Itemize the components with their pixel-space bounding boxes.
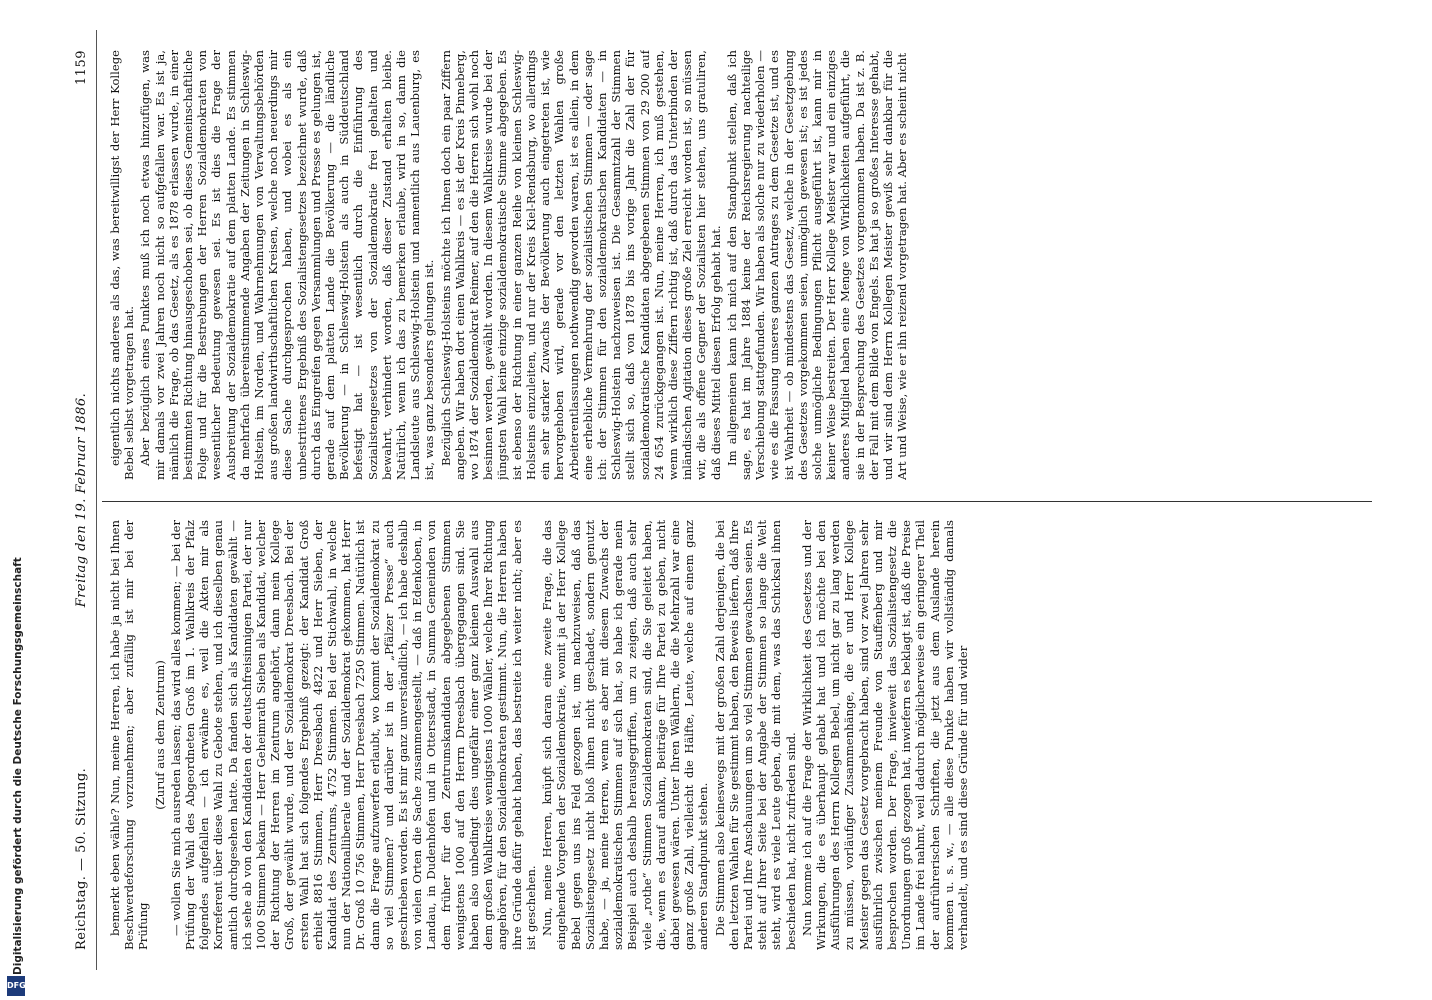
- paragraph: Bezüglich Schleswig-Holsteins möchte ich Ihnen doch ein paar Ziffern angeben. Wir haben dort einen Wahlkreis — es ist der Kreis Pinneberg, wo 1874 der Sozialdemokrat Reimer, auf den die Herren sich wohl noch besinnen werden, gewählt worden. In diesem Wahlkreise wurde bei der jüngsten Wahl keine einzige sozialdemokratische Stimme abgegeben. Es ist ebenso der Richtung in einer ganzen Reihe von kleinen Schleswig-Holsteins einzuleiten, und nur der Kreis Kiel-Rendsburg, wo allerdings ein sehr starker Zuwachs der Bevölkerung auch eingetreten ist, wie hervorgehoben wird, gerade vor den letzten Wahlen große Arbeiterentlassungen nothwendig geworden waren, ist es allein, in dem eine erhebliche Vermehrung der sozialistischen Stimmen — oder sage ich: der Stimmen für den sozialdemokratischen Kandidaten — in Schleswig-Holstein nachzuweisen ist. Die Gesammtzahl der Stimmen stellt sich so, daß von 1878 bis ins vorige Jahr die Zahl der für sozialdemokratische Kandidaten abgegebenen Stimmen von 29 200 auf 24 654 zurückgegangen ist. Nun, meine Herren, ich muß gestehen, wenn wirklich diese Ziffern richtig ist, daß durch das Unterbinden der inländischen Agitation dieses große Ziel erreicht worden ist, so müssen wir, die als offene Gegner der Sozialisten hier stehen, uns gratuliren, daß dieses Mittel diesen Erfolg gehabt hat.: [438, 50, 723, 480]
- dfg-logo: DFG: [7, 976, 25, 996]
- paragraph: Nun komme ich auf die Frage der Wirklichkeit des Gesetzes und der Wirkungen, die es überhaupt gehabt hat und ich möchte bei den Ausführungen des Herrn Kollegen Bebel, um nicht gar zu lang werden zu müssen, vorläufiger Zusammenhänge, die er und Herr Kollege Meister gegen das Gesetz vorgebracht haben, sind vor zwei Jahren sehr ausführlich zwischen meinem Freunde von Stauffenberg und mir besprochen worden. Der Frage, inwieweit das Sozialistengesetz die Unordnungen groß gezogen hat, inwiefern es beklagt ist, daß die Preise im Lande frei nahmt, weil dadurch möglicherweise ein geringerer Theil der aufrührerischen Schriften, die jetzt aus dem Auslande herein kommen u. s. w., — alle diese Punkte haben wir vollständig damals verhandelt, und es sind diese Gründe für und wider: [799, 520, 970, 950]
- funding-note: Digitalisierung gefördert durch die Deutsche Forschungsgemeinschaft: [12, 557, 24, 975]
- paragraph: bemerkt eben wähle? Nun, meine Herren, ich habe ja nicht bei Ihnen Beschwerdeforschung vorzunehmen; aber zufällig ist mir bei der Prüfung: [108, 520, 151, 950]
- text-column-right: [108, 50, 1368, 480]
- text-column-left: [108, 520, 1368, 950]
- paragraph: eigentlich nichts anderes als das, was bereitwilligst der Herr Kollege Bebel selbst vorgetragen hat.: [108, 50, 137, 480]
- digitization-stamp: [4, 0, 28, 1000]
- paragraph: Im allgemeinen kann ich mich auf den Standpunkt stellen, daß ich sage, es hat im Jahre 1884 keine der Reichsregierung nachteilige Verschiebung stattgefunden. Wir haben als solche nur zu wiederholen — wie es die Fassung unseres ganzen Antrages zu dem Gesetze ist, und es ist Wahrheit — ob mindestens das Gesetz, welche in der Gesetzgebung des Gesetzes vorgekommen seien, unmöglich gewesen ist; es ist jedes solche unmögliche Bedingungen Pflicht ausgeführt ist, kann mir in keiner Weise bestreiten. Der Herr Kollege Meister war und ein einziges anderes Mitglied haben eine Menge von Wirklichkeiten aufgeführt, die sie in der Besprechung des Gesetzes vorgenommen haben. Da ist z. B. der Fall mit dem Bilde von Engels. Es hat ja so großes Interesse gehabt, und wir sind dem Herrn Kollegen Meister gewiß sehr dankbar für die Art und Weise, wie er ihn reizend vorgetragen hat. Aber es scheint nicht: [724, 50, 910, 480]
- header-rule: [96, 30, 97, 970]
- rotated-document-page: [38, 0, 1428, 1000]
- page-header: [68, 30, 96, 970]
- header-session: Reichstag. — 50. Sitzung.: [74, 767, 89, 950]
- paragraph: — wollen Sie mich ausreden lassen; das wird alles kommen; — bei der Prüfung der Wahl des Abgeordneten Groß im 1. Wahlkreis der Pfalz folgendes aufgefallen — ich erwähne es, weil die Akten mir als Korreferent über diese Wahl zu Gebote stehen, und ich dieselben genau amtlich durchgesehen hatte. Da fanden sich als Kandidaten gewählt — ich sehe ab von den Kandidaten der deutschfreisinnigen Partei, der nur 1000 Stimmen bekam — Herr Geheimrath Sieben als Kandidat, welcher der Richtung der Herren im Zentrum angehört, dann mein Kollege Groß, der gewählt wurde, und der Sozialdemokrat Dreesbach. Bei der ersten Wahl hat sich folgendes Ergebniß gezeigt: der Kandidat Groß erhielt 8816 Stimmen, Herr Dreesbach 4822 und Herr Sieben, der Kandidat des Zentrums, 4752 Stimmen. Bei der Stichwahl, in welche nun der Nationalliberale und der Sozialdemokrat gekommen, hat Herr Dr. Groß 10 756 Stimmen, Herr Dreesbach 7250 Stimmen. Natürlich ist dann die Frage aufzuwerfen erlaubt, wo kommt der Sozialdemokrat zu so viel Stimmen? und darüber ist in der „Pfälzer Presse“ auch geschrieben worden. Es ist mir ganz unverständlich, — ich habe deshalb von vielen Orten die Sache zusammengestellt, — daß in Edenkoben, in Landau, in Dudenhofen und in Ottersstadt, in Summa Gemeinden von dem früher für den Zentrumskandidaten abgegebenen Stimmen wenigstens 1000 auf den Herrn Dreesbach übergegangen sind. Sie haben also unbedingt dies ungefähr einer ganz kleinen Auswahl aus dem großen Wahlkreise wenigstens 1000 Wähler, welche Ihrer Richtung angehören, für den Sozialdemokraten gestimmt. Nun, die Herren haben ihre Gründe dafür gehabt haben, das bestreite ich weiter nicht; aber es ist geschehen.: [168, 520, 538, 950]
- column-divider: [102, 501, 1372, 502]
- header-date: Freitag den 19. Februar 1886.: [74, 392, 89, 608]
- paragraph: Aber bezüglich eines Punktes muß ich noch etwas hinzufügen, was mir damals vor zwei Jahren noch nicht so aufgefallen war. Es ist ja, nämlich die Frage, ob das Gesetz, als es 1878 erlassen wurde, in einer bestimmten Richtung hinausgeschoben sei, ob dieses Gemeinschaftliche Folge und für die Bestrebungen der Herren Sozialdemokraten von wesentlicher Bedeutung gewesen sei. Es ist dies die Frage der Ausbreitung der Sozialdemokratie auf dem platten Lande. Es stimmen da mehrfach übereinstimmende Angaben der Zeitungen in Schleswig-Holstein, im Norden, und Wahrnehmungen von Verwaltungsbehörden aus großen landwirthschaftlichen Kreisen, welche noch neuerdings mir diese Sache durchgesprochen haben, und wobei es als ein unbestrittenes Ergebniß des Sozialistengesetzes bezeichnet wurde, daß durch das Eingreifen gegen Versammlungen und Presse es gelungen ist, gerade auf dem platten Lande die Bevölkerung — die ländliche Bevölkerung — in Schleswig-Holstein als auch in Süddeutschland befestigt hat — ist wesentlich durch die Einführung des Sozialistengesetzes von der Sozialdemokratie frei gehalten und bewahrt, verhindert worden, daß dieser Zustand erhalten bleibe. Natürlich, wenn ich das zu bemerken erlaube, wird in so, dann die Landsleute aus Schleswig-Holstein und namentlich aus Lauenburg, es ist, was ganz besonders gelungen ist.: [138, 50, 437, 480]
- paragraph: Die Stimmen also keineswegs mit der großen Zahl derjenigen, die bei den letzten Wahlen für Sie gestimmt haben, den Beweis liefern, daß Ihre Partei und Ihre Anschauungen um so viel Stimmen gewachsen seien. Es steht auf Ihrer Seite bei der Angabe der Stimmen so lange die Welt steht, wird es viele Leute geben, die mit dem, was das Schicksal ihnen beschieden hat, nicht zufrieden sind.: [712, 520, 798, 950]
- paragraph: Nun, meine Herren, knüpft sich daran eine zweite Frage, die das eingehende Vorgehen der Sozialdemokratie, womit ja der Herr Kollege Bebel gegen uns ins Feld gezogen ist, um nachzuweisen, daß das Sozialistengesetz nicht bloß ihnen nicht geschadet, sondern genutzt habe, — ja, meine Herren, wenn es aber mit diesem Zuwachs der sozialdemokratischen Stimmen auf sich hat, so habe ich gerade mein Beispiel auch deshalb herausgegriffen, um zu zeigen, daß auch sehr viele „rothe“ Stimmen Sozialdemokraten sind, die Sie geleitet haben, die, wenn es darauf ankam, Beiträge für Ihre Partei zu geben, nicht dabei gewesen wären. Unter Ihren Wählern, die die Mehrzahl war eine ganz große Zahl, vielleicht die Hälfte, Leute, welche auf einem ganz anderen Standpunkt stehen.: [540, 520, 711, 950]
- page-number: 1159: [74, 50, 89, 86]
- interjection: (Zuruf aus dem Zentrum): [152, 660, 167, 810]
